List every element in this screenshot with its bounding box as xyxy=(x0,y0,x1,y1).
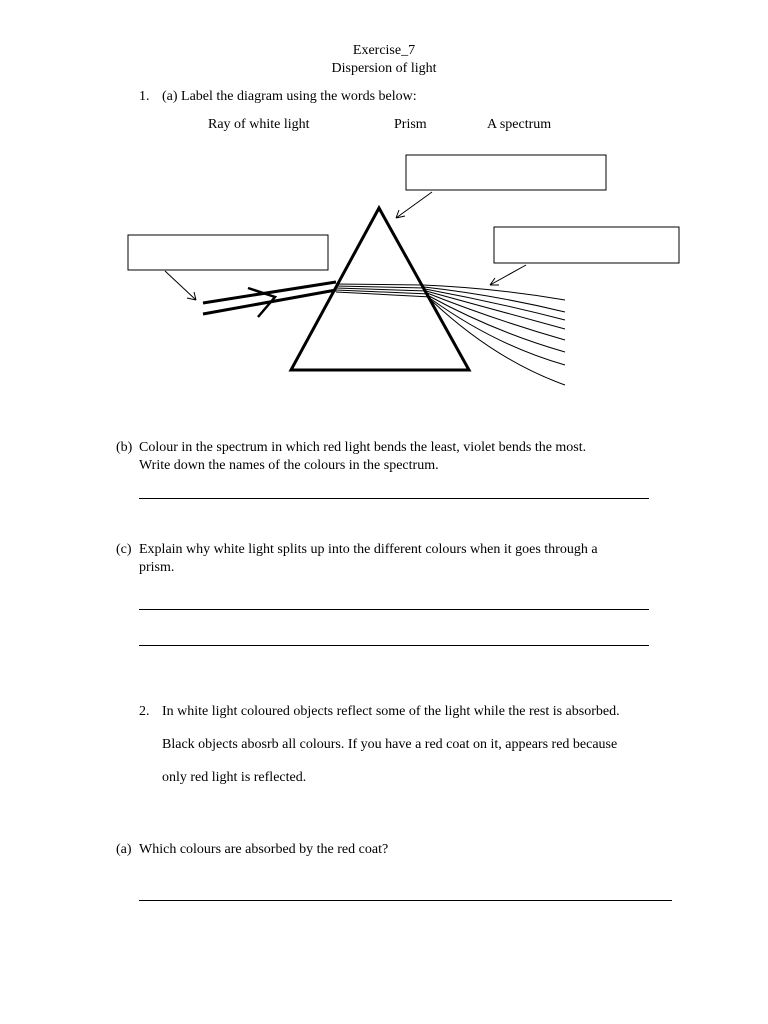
answer-line-2a[interactable] xyxy=(139,900,672,901)
question-2-line3: only red light is reflected. xyxy=(162,770,307,785)
question-1c-line2: prism. xyxy=(139,560,175,575)
question-2a-text: Which colours are absorbed by the red coat? xyxy=(139,842,389,857)
question-1c-line1: Explain why white light splits up into the different colours when it goes through a xyxy=(139,542,598,557)
exercise-subtitle: Dispersion of light xyxy=(331,61,437,76)
answer-line-1b[interactable] xyxy=(139,498,649,499)
question-1c-label: (c) xyxy=(116,542,132,557)
question-2-number: 2. xyxy=(139,704,150,719)
question-2a-label: (a) xyxy=(116,842,132,857)
answer-line-1c-2[interactable] xyxy=(139,645,649,646)
question-1a-text: (a) Label the diagram using the words below: xyxy=(162,89,417,104)
label-box-prism[interactable] xyxy=(406,155,606,190)
word-ray-of-white-light: Ray of white light xyxy=(208,117,310,132)
exercise-title: Exercise_7 xyxy=(352,43,416,58)
question-2-line1: In white light coloured objects reflect some of the light while the rest is absorbed. xyxy=(162,704,620,719)
word-spectrum: A spectrum xyxy=(487,117,552,132)
prism-diagram xyxy=(0,140,768,400)
question-1b-line2: Write down the names of the colours in the spectrum. xyxy=(139,458,439,473)
label-box-spectrum[interactable] xyxy=(494,227,679,263)
answer-line-1c-1[interactable] xyxy=(139,609,649,610)
refracted-rays xyxy=(336,284,431,297)
question-1b-label: (b) xyxy=(116,440,133,455)
word-prism: Prism xyxy=(394,117,427,132)
question-2-line2: Black objects abosrb all colours. If you have a red coat on it, appears red because xyxy=(162,737,618,752)
question-1-number: 1. xyxy=(139,89,150,104)
label-box-white-light[interactable] xyxy=(128,235,328,270)
question-1b-line1: Colour in the spectrum in which red light bends the least, violet bends the most. xyxy=(139,440,587,455)
white-light-ray xyxy=(203,282,336,317)
